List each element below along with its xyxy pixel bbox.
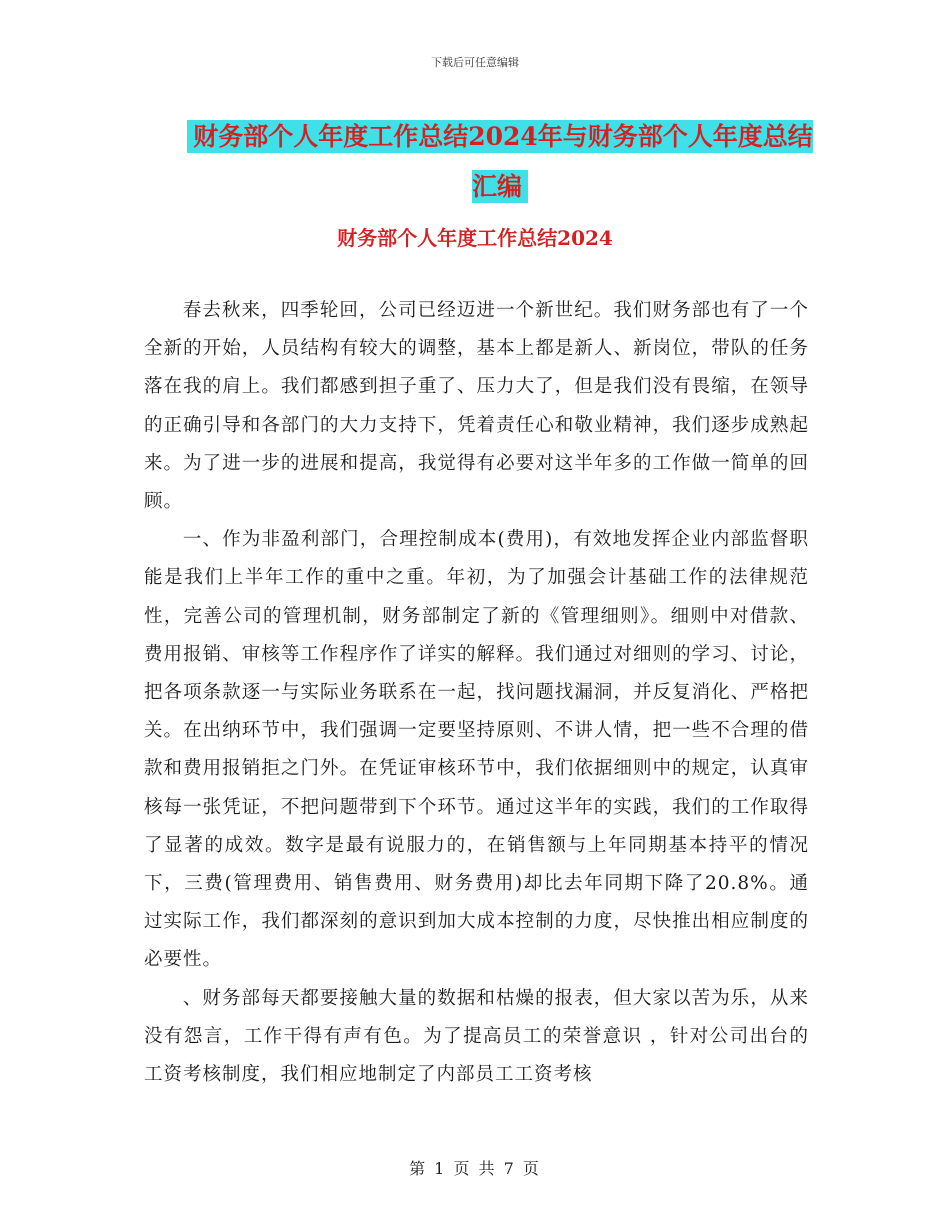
section-title: 财务部个人年度工作总结2024 — [337, 226, 613, 250]
body-text — [144, 292, 809, 1094]
page-header-note: 下载后可任意编辑 — [431, 56, 519, 69]
document-title — [180, 112, 820, 212]
page-number-footer: 第 1 页 共 7 页 — [409, 1159, 541, 1178]
paragraph: 、财务部每天都要接触大量的数据和枯燥的报表，但大家以苦为乐，从来没有怨言，工作干得有声有色。为了提高员工的荣誉意识 ，针对公司出台的工资考核制度，我们相应地制定了内部员工工资考核 — [144, 987, 809, 1086]
document-title-text: 财务部个人年度工作总结2024年与财务部个人年度总结汇编 — [187, 120, 813, 203]
paragraph: 一、作为非盈利部门，合理控制成本(费用)，有效地发挥企业内部监督职能是我们上半年工作的重中之重。年初，为了加强会计基础工作的法律规范性，完善公司的管理机制，财务部制定了新的《管理细则》。细则中对借款、费用报销、审核等工作程序作了详实的解释。我们通过对细则的学习、讨论，把各项条款逐一与实际业务联系在一起，找问题找漏洞，并反复消化、严格把关。在出纳环节中，我们强调一定要坚持原则、不讲人情，把一些不合理的借款和费用报销拒之门外。在凭证审核环节中，我们依据细则中的规定，认真审核每一张凭证，不把问题带到下个环节。通过这半年的实践，我们的工作取得了显著的成效。数字是最有说服力的，在销售额与上年同期基本持平的情况下，三费(管理费用、销售费用、财务费用)却比去年同期下降了20.8%。通过实际工作，我们都深刻的意识到加大成本控制的力度，尽快推出相应制度的必要性。 — [144, 529, 809, 971]
paragraph: 春去秋来，四季轮回，公司已经迈进一个新世纪。我们财务部也有了一个全新的开始，人员结构有较大的调整，基本上都是新人、新岗位，带队的任务落在我的肩上。我们都感到担子重了、压力大了，但是我们没有畏缩，在领导的正确引导和各部门的大力支持下，凭着责任心和敬业精神，我们逐步成熟起来。为了进一步的进展和提高，我觉得有必要对这半年多的工作做一简单的回顾。 — [144, 300, 809, 513]
